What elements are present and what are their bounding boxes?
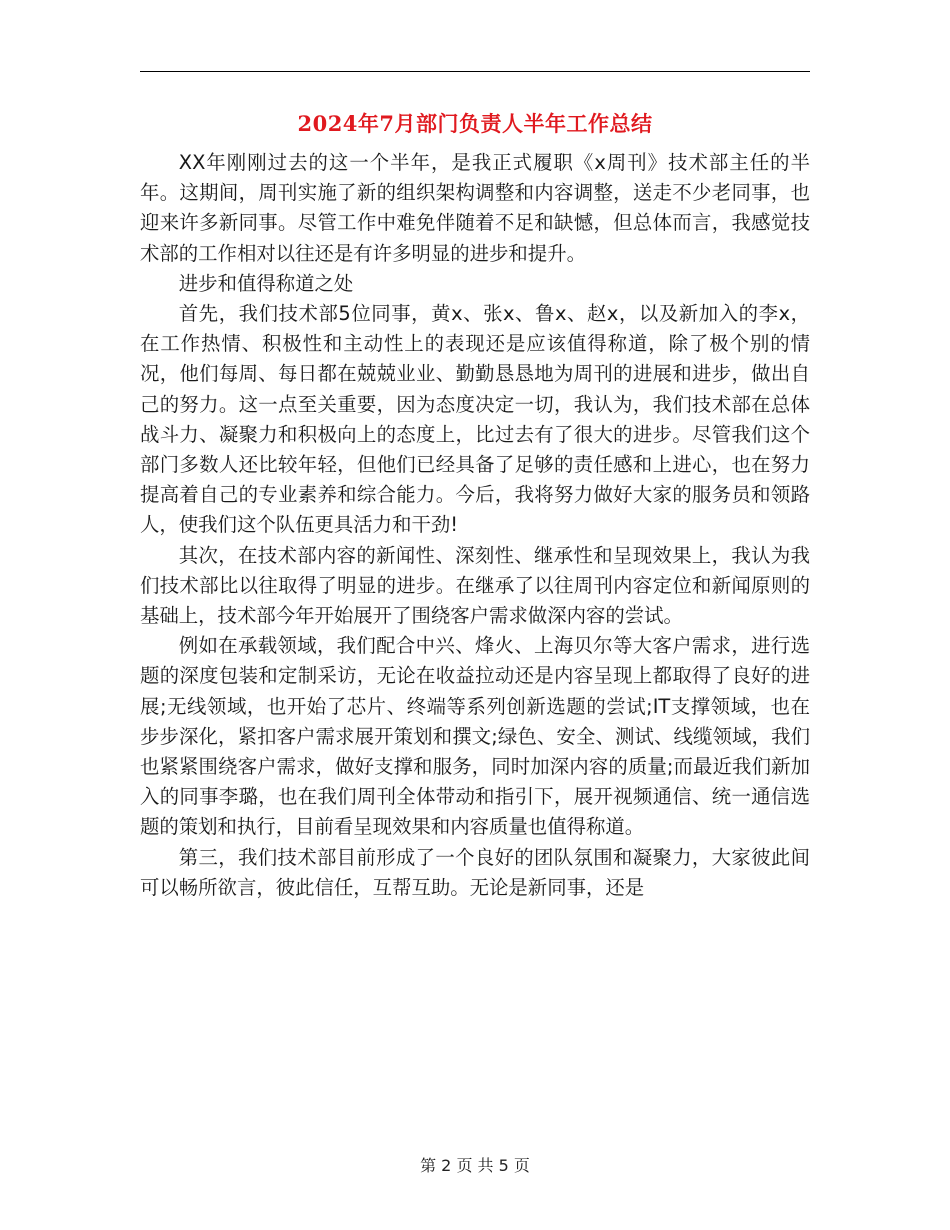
document-body [140,148,810,903]
paragraph-first: 首先，我们技术部5位同事，黄x、张x、鲁x、赵x，以及新加入的李x，在工作热情、积极性和主动性上的表现还是应该值得称道，除了极个别的情况，他们每周、每日都在兢兢业业、勤勤恳恳地为周刊的进展和进步，做出自己的努力。这一点至关重要，因为态度决定一切，我认为，我们技术部在总体战斗力、凝聚力和积极向上的态度上，比过去有了很大的进步。尽管我们这个部门多数人还比较年轻，但他们已经具备了足够的责任感和上进心，也在努力提高着自己的专业素养和综合能力。今后，我将努力做好大家的服务员和领路人，使我们这个队伍更具活力和干劲! [140,302,810,537]
paragraph-third: 第三，我们技术部目前形成了一个良好的团队氛围和凝聚力，大家彼此间可以畅所欲言，彼此信任，互帮互助。无论是新同事，还是 [140,845,810,899]
header-rule [140,71,810,72]
paragraph-intro: XX年刚刚过去的这一个半年，是我正式履职《x周刊》技术部主任的半年。这期间，周刊实施了新的组织架构调整和内容调整，送走不少老同事，也迎来许多新同事。尽管工作中难免伴随着不足和缺憾，但总体而言，我感觉技术部的工作相对以往还是有许多明显的进步和提升。 [140,151,810,265]
paragraph-second: 其次，在技术部内容的新闻性、深刻性、继承性和呈现效果上，我认为我们技术部比以往取得了明显的进步。在继承了以往周刊内容定位和新闻原则的基础上，技术部今年开始展开了围绕客户需求做深内容的尝试。 [140,543,810,628]
section-heading-progress: 进步和值得称道之处 [178,271,354,295]
document-title: 2024年7月部门负责人半年工作总结 [297,111,653,136]
paragraph-example: 例如在承载领域，我们配合中兴、烽火、上海贝尔等大客户需求，进行选题的深度包装和定制采访，无论在收益拉动还是内容呈现上都取得了良好的进展;无线领域，也开始了芯片、终端等系列创新选题的尝试;IT支撑领域，也在步步深化，紧扣客户需求展开策划和撰文;绿色、安全、测试、线缆领域，我们也紧紧围绕客户需求，做好支撑和服务，同时加深内容的质量;而最近我们新加入的同事李璐，也在我们周刊全体带动和指引下，展开视频通信、统一通信选题的策划和执行，目前看呈现效果和内容质量也值得称道。 [140,634,810,839]
page-number-footer: 第 2 页 共 5 页 [420,1156,530,1175]
